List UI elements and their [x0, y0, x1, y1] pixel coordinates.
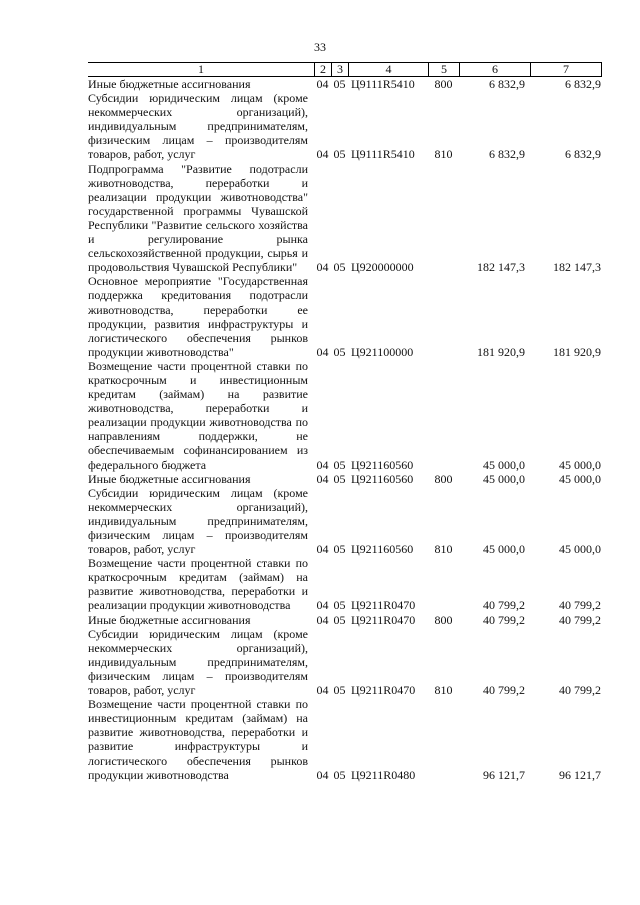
header-col-2: 2: [314, 63, 331, 76]
row-target-code: Ц9111R5410: [351, 77, 415, 91]
row-expense-type: 810: [434, 683, 453, 698]
table-row: [88, 486, 602, 556]
row-subsection: 05: [333, 260, 346, 275]
row-section: 04: [316, 77, 329, 91]
row-amount-2: 40 799,2: [559, 612, 601, 627]
row-target-code: Ц921160560: [351, 457, 414, 472]
header-col-1: 1: [198, 62, 204, 76]
row-description: Иные бюджетные ассигнования: [88, 77, 251, 91]
row-expense-type: 800: [434, 471, 453, 486]
row-subsection: 05: [333, 767, 346, 782]
table-row: [88, 697, 602, 782]
row-description: Иные бюджетные ассигнования: [88, 612, 251, 627]
row-subsection: 05: [333, 77, 346, 91]
row-expense-type: 810: [434, 542, 453, 557]
row-expense-type: 800: [434, 77, 453, 91]
row-amount-1: 181 920,9: [477, 344, 525, 359]
row-amount-1: 182 147,3: [477, 260, 525, 275]
row-description: Подпрограмма "Развитие подотрасли животноводства, переработки и реализации продукции животноводства" государственной программы Чувашской Республики "Развитие сельского хозяйства и регулирование рынка сельскохозяйственной продукции, сырья и продовольствия Чувашской Республики": [88, 161, 308, 275]
row-subsection: 05: [333, 147, 346, 162]
table-row: [88, 162, 602, 275]
row-section: 04: [316, 612, 329, 627]
row-description: Возмещение части процентной ставки по краткосрочным и инвестиционным кредитам (займам) на развитие животноводства, переработки и реализации продукции животноводства по направлениям поддержки, не обеспечиваемым софинансированием из федерального бюджета: [88, 358, 308, 472]
row-target-code: Ц921160560: [351, 471, 414, 486]
row-section: 04: [316, 260, 329, 275]
row-subsection: 05: [333, 457, 346, 472]
row-amount-2: 40 799,2: [559, 683, 601, 698]
row-amount-2: 45 000,0: [559, 542, 601, 557]
table-header: [88, 62, 602, 77]
row-target-code: Ц9211R0470: [351, 598, 416, 613]
row-amount-1: 45 000,0: [483, 457, 525, 472]
header-col-5: 5: [428, 63, 459, 76]
row-amount-1: 96 121,7: [483, 767, 525, 782]
table-body: [88, 77, 602, 782]
row-description: Субсидии юридическим лицам (кроме некоммерческих организаций), индивидуальным предпринимателям, физическим лицам – производителям товаров, работ, услуг: [88, 626, 308, 698]
row-section: 04: [316, 683, 329, 698]
row-amount-1: 40 799,2: [483, 598, 525, 613]
row-description: Субсидии юридическим лицам (кроме некоммерческих организаций), индивидуальным предпринимателям, физическим лицам – производителям товаров, работ, услуг: [88, 91, 308, 162]
row-subsection: 05: [333, 542, 346, 557]
row-amount-2: 182 147,3: [553, 260, 601, 275]
row-description: Субсидии юридическим лицам (кроме некоммерческих организаций), индивидуальным предпринимателям, физическим лицам – производителям товаров, работ, услуг: [88, 485, 308, 557]
table-row: [88, 472, 602, 486]
row-subsection: 05: [333, 344, 346, 359]
row-target-code: Ц9211R0470: [351, 612, 416, 627]
row-target-code: Ц9111R5410: [351, 147, 415, 162]
row-amount-2: 45 000,0: [559, 471, 601, 486]
header-col-3: 3: [331, 63, 348, 76]
row-description: Основное мероприятие "Государственная поддержка кредитования подотрасли животноводства, переработки ее продукции, развития инфраструктуры и логистического обеспечения рынков продукции животноводства": [88, 274, 308, 359]
header-col-7: 7: [530, 63, 602, 76]
row-section: 04: [316, 457, 329, 472]
row-amount-1: 6 832,9: [489, 147, 525, 162]
row-expense-type: 800: [434, 612, 453, 627]
row-amount-1: 6 832,9: [489, 77, 525, 91]
row-amount-1: 45 000,0: [483, 471, 525, 486]
row-section: 04: [316, 147, 329, 162]
row-amount-2: 181 920,9: [553, 344, 601, 359]
row-expense-type: 810: [434, 147, 453, 162]
row-subsection: 05: [333, 598, 346, 613]
row-section: 04: [316, 767, 329, 782]
row-amount-2: 40 799,2: [559, 598, 601, 613]
table-row: [88, 274, 602, 359]
row-amount-2: 6 832,9: [565, 77, 601, 91]
row-amount-1: 40 799,2: [483, 612, 525, 627]
row-amount-1: 40 799,2: [483, 683, 525, 698]
row-subsection: 05: [333, 683, 346, 698]
row-section: 04: [316, 471, 329, 486]
table-row: [88, 627, 602, 697]
row-section: 04: [316, 344, 329, 359]
row-target-code: Ц9211R0470: [351, 683, 416, 698]
row-target-code: Ц9211R0480: [351, 767, 416, 782]
row-amount-2: 96 121,7: [559, 767, 601, 782]
row-target-code: Ц921100000: [351, 344, 414, 359]
table-row: [88, 556, 602, 612]
row-subsection: 05: [333, 471, 346, 486]
row-target-code: Ц921160560: [351, 542, 414, 557]
header-col-6: 6: [459, 63, 530, 76]
row-description: Иные бюджетные ассигнования: [88, 471, 251, 486]
row-subsection: 05: [333, 612, 346, 627]
budget-table: [88, 62, 602, 782]
header-col-4: 4: [348, 63, 428, 76]
row-amount-1: 45 000,0: [483, 542, 525, 557]
row-description: Возмещение части процентной ставки по инвестиционным кредитам (займам) на развитие животноводства, переработки и развитие инфраструктуры и логистического обеспечения рынков продукции животноводства: [88, 697, 308, 782]
row-section: 04: [316, 542, 329, 557]
row-amount-2: 6 832,9: [565, 147, 601, 162]
row-description: Возмещение части процентной ставки по краткосрочным кредитам (займам) на развитие животноводства, переработки и реализации продукции животноводства: [88, 556, 308, 613]
table-row: [88, 91, 602, 161]
row-target-code: Ц920000000: [351, 260, 414, 275]
table-row: [88, 613, 602, 627]
table-row: [88, 359, 602, 472]
row-section: 04: [316, 598, 329, 613]
row-amount-2: 45 000,0: [559, 457, 601, 472]
table-row: [88, 77, 602, 91]
page-number: 33: [314, 40, 326, 54]
